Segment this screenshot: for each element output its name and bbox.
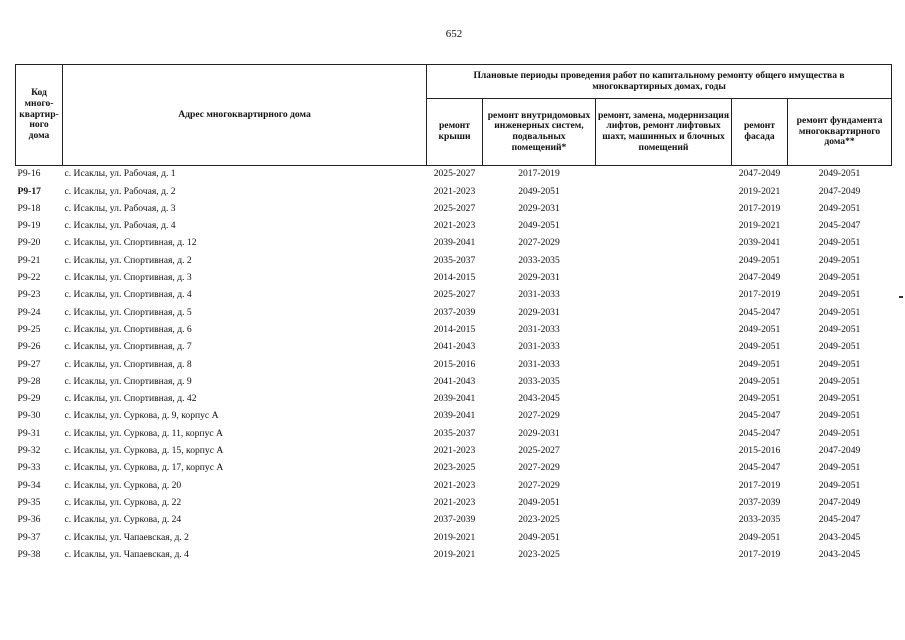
cell-foundation-repair: 2049-2051	[818, 427, 861, 439]
cell-facade-repair: 2049-2051	[738, 358, 781, 370]
cell-engineering-systems-repair: 2029-2031	[518, 427, 560, 439]
table-row	[16, 270, 892, 287]
header-address: Адрес многоквартирного дома	[63, 65, 427, 166]
cell-elevator-repair	[596, 529, 732, 546]
row-code: Р9-37	[17, 531, 41, 543]
cell-roof-repair: 2039-2041	[433, 237, 476, 249]
table-row	[16, 495, 892, 512]
row-address: с. Исаклы, ул. Спортивная, д. 3	[64, 272, 192, 284]
cell-foundation-repair: 2049-2051	[818, 254, 861, 266]
cell-engineering-systems-repair: 2023-2025	[518, 514, 560, 526]
header-code: Код много-квартир-ного дома	[16, 65, 63, 166]
cell-elevator-repair	[596, 166, 732, 184]
cell-roof-repair: 2041-2043	[433, 341, 476, 353]
cell-roof-repair: 2039-2041	[433, 410, 476, 422]
cell-foundation-repair: 2043-2045	[818, 548, 861, 560]
cell-roof-repair: 2021-2023	[433, 220, 476, 232]
row-code: Р9-16	[17, 168, 41, 180]
cell-facade-repair: 2045-2047	[738, 427, 781, 439]
cell-facade-repair: 2033-2035	[738, 514, 781, 526]
cell-foundation-repair: 2045-2047	[818, 220, 861, 232]
table-row	[16, 356, 892, 373]
row-address: с. Исаклы, ул. Суркова, д. 24	[64, 514, 182, 526]
row-code: Р9-24	[17, 306, 41, 318]
table-row	[16, 218, 892, 235]
cell-elevator-repair	[596, 252, 732, 269]
row-code: Р9-32	[17, 445, 41, 457]
cell-foundation-repair: 2049-2051	[818, 323, 861, 335]
row-code: Р9-36	[17, 514, 41, 526]
row-code: Р9-38	[17, 548, 41, 560]
row-address: с. Исаклы, ул. Рабочая, д. 1	[64, 168, 176, 180]
table-row	[16, 166, 892, 184]
cell-roof-repair: 2015-2016	[433, 358, 476, 370]
cell-facade-repair: 2049-2051	[738, 375, 781, 387]
cell-engineering-systems-repair: 2027-2029	[518, 479, 560, 491]
cell-engineering-systems-repair: 2031-2033	[518, 323, 560, 335]
table-row	[16, 339, 892, 356]
cell-engineering-systems-repair: 2027-2029	[518, 237, 560, 249]
cell-facade-repair: 2049-2051	[738, 323, 781, 335]
cell-engineering-systems-repair: 2029-2031	[518, 272, 560, 284]
header-engineering-systems-repair: ремонт внутридомовых инженерных систем, подвальных помещений*	[483, 99, 596, 166]
table-row	[16, 408, 892, 425]
cell-foundation-repair: 2049-2051	[818, 375, 861, 387]
scan-edge-mark	[899, 296, 903, 298]
row-code: Р9-29	[17, 393, 41, 405]
cell-facade-repair: 2049-2051	[738, 531, 781, 543]
cell-engineering-systems-repair: 2031-2033	[518, 341, 560, 353]
row-address: с. Исаклы, ул. Спортивная, д. 6	[64, 323, 192, 335]
cell-engineering-systems-repair: 2017-2019	[518, 168, 560, 180]
table-row	[16, 287, 892, 304]
cell-foundation-repair: 2049-2051	[818, 272, 861, 284]
cell-facade-repair: 2049-2051	[738, 254, 781, 266]
cell-facade-repair: 2019-2021	[738, 220, 781, 232]
cell-elevator-repair	[596, 495, 732, 512]
row-code: Р9-30	[17, 410, 41, 422]
cell-facade-repair: 2037-2039	[738, 496, 781, 508]
cell-roof-repair: 2039-2041	[433, 393, 476, 405]
row-address: с. Исаклы, ул. Спортивная, д. 12	[64, 237, 197, 249]
cell-foundation-repair: 2049-2051	[818, 358, 861, 370]
table-body	[16, 166, 892, 564]
table-row	[16, 304, 892, 321]
row-address: с. Исаклы, ул. Рабочая, д. 4	[64, 220, 176, 232]
cell-engineering-systems-repair: 2049-2051	[518, 496, 560, 508]
cell-elevator-repair	[596, 512, 732, 529]
header-facade-repair: ремонт фасада	[732, 99, 788, 166]
row-code: Р9-22	[17, 272, 41, 284]
cell-foundation-repair: 2047-2049	[818, 496, 861, 508]
row-code: Р9-27	[17, 358, 41, 370]
cell-engineering-systems-repair: 2033-2035	[518, 254, 560, 266]
cell-roof-repair: 2035-2037	[433, 254, 476, 266]
table-header	[16, 65, 892, 166]
row-code: Р9-21	[17, 254, 41, 266]
cell-facade-repair: 2045-2047	[738, 306, 781, 318]
cell-facade-repair: 2039-2041	[738, 237, 781, 249]
row-address: с. Исаклы, ул. Спортивная, д. 2	[64, 254, 192, 266]
table-row	[16, 547, 892, 564]
cell-roof-repair: 2014-2015	[433, 272, 476, 284]
cell-elevator-repair	[596, 425, 732, 442]
cell-engineering-systems-repair: 2029-2031	[518, 306, 560, 318]
row-address: с. Исаклы, ул. Спортивная, д. 8	[64, 358, 192, 370]
cell-engineering-systems-repair: 2031-2033	[518, 289, 560, 301]
cell-facade-repair: 2049-2051	[738, 393, 781, 405]
cell-foundation-repair: 2043-2045	[818, 531, 861, 543]
row-address: с. Исаклы, ул. Суркова, д. 11, корпус А	[64, 427, 223, 439]
row-address: с. Исаклы, ул. Чапаевская, д. 4	[64, 548, 189, 560]
table-row	[16, 374, 892, 391]
cell-engineering-systems-repair: 2031-2033	[518, 358, 560, 370]
row-address: с. Исаклы, ул. Спортивная, д. 42	[64, 393, 197, 405]
cell-facade-repair: 2015-2016	[738, 445, 781, 457]
cell-roof-repair: 2021-2023	[433, 185, 476, 197]
row-code: Р9-34	[17, 479, 41, 491]
table-row	[16, 443, 892, 460]
cell-elevator-repair	[596, 356, 732, 373]
cell-elevator-repair	[596, 339, 732, 356]
row-address: с. Исаклы, ул. Спортивная, д. 9	[64, 375, 192, 387]
cell-roof-repair: 2025-2027	[433, 202, 476, 214]
cell-engineering-systems-repair: 2023-2025	[518, 548, 560, 560]
cell-foundation-repair: 2049-2051	[818, 202, 861, 214]
cell-roof-repair: 2025-2027	[433, 168, 476, 180]
row-address: с. Исаклы, ул. Суркова, д. 20	[64, 479, 182, 491]
row-code: Р9-26	[17, 341, 41, 353]
row-code: Р9-19	[17, 220, 41, 232]
row-address: с. Исаклы, ул. Спортивная, д. 5	[64, 306, 192, 318]
row-code: Р9-28	[17, 375, 41, 387]
table-row	[16, 322, 892, 339]
cell-facade-repair: 2017-2019	[738, 548, 781, 560]
cell-foundation-repair: 2049-2051	[818, 410, 861, 422]
cell-roof-repair: 2021-2023	[433, 445, 476, 457]
table-row	[16, 391, 892, 408]
cell-elevator-repair	[596, 547, 732, 564]
table-row	[16, 460, 892, 477]
cell-engineering-systems-repair: 2033-2035	[518, 375, 560, 387]
header-row-top	[16, 65, 892, 99]
header-periods-group: Плановые периоды проведения работ по капитальному ремонту общего имущества в многоквартирных домах, годы	[427, 65, 892, 99]
table-row	[16, 183, 892, 200]
row-address: с. Исаклы, ул. Суркова, д. 9, корпус А	[64, 410, 219, 422]
row-code: Р9-20	[17, 237, 41, 249]
row-code: Р9-35	[17, 496, 41, 508]
cell-roof-repair: 2019-2021	[433, 531, 476, 543]
header-elevator-repair: ремонт, замена, модернизация лифтов, ремонт лифтовых шахт, машинных и блочных помещений	[596, 99, 732, 166]
cell-roof-repair: 2037-2039	[433, 306, 476, 318]
header-foundation-repair: ремонт фундамента многоквартирного дома**	[788, 99, 892, 166]
table-row	[16, 235, 892, 252]
header-roof-repair: ремонт крыши	[427, 99, 483, 166]
cell-facade-repair: 2019-2021	[738, 185, 781, 197]
cell-roof-repair: 2021-2023	[433, 479, 476, 491]
row-address: с. Исаклы, ул. Спортивная, д. 4	[64, 289, 192, 301]
table-row	[16, 477, 892, 494]
table-row	[16, 201, 892, 218]
row-address: с. Исаклы, ул. Рабочая, д. 3	[64, 202, 176, 214]
cell-elevator-repair	[596, 287, 732, 304]
cell-foundation-repair: 2049-2051	[818, 341, 861, 353]
cell-foundation-repair: 2049-2051	[818, 393, 861, 405]
cell-facade-repair: 2045-2047	[738, 462, 781, 474]
cell-foundation-repair: 2049-2051	[818, 306, 861, 318]
cell-elevator-repair	[596, 477, 732, 494]
cell-elevator-repair	[596, 408, 732, 425]
cell-elevator-repair	[596, 322, 732, 339]
row-code: Р9-25	[17, 323, 41, 335]
cell-engineering-systems-repair: 2029-2031	[518, 202, 560, 214]
cell-elevator-repair	[596, 201, 732, 218]
row-address: с. Исаклы, ул. Суркова, д. 22	[64, 496, 182, 508]
cell-elevator-repair	[596, 443, 732, 460]
cell-facade-repair: 2047-2049	[738, 168, 781, 180]
cell-roof-repair: 2021-2023	[433, 496, 476, 508]
cell-engineering-systems-repair: 2027-2029	[518, 462, 560, 474]
table-row	[16, 512, 892, 529]
cell-facade-repair: 2017-2019	[738, 289, 781, 301]
cell-roof-repair: 2019-2021	[433, 548, 476, 560]
cell-engineering-systems-repair: 2043-2045	[518, 393, 560, 405]
row-address: с. Исаклы, ул. Суркова, д. 17, корпус А	[64, 462, 224, 474]
page-number: 652	[445, 28, 463, 40]
row-address: с. Исаклы, ул. Чапаевская, д. 2	[64, 531, 189, 543]
table-row	[16, 529, 892, 546]
cell-elevator-repair	[596, 374, 732, 391]
cell-elevator-repair	[596, 304, 732, 321]
cell-roof-repair: 2037-2039	[433, 514, 476, 526]
row-address: с. Исаклы, ул. Рабочая, д. 2	[64, 185, 176, 197]
cell-facade-repair: 2017-2019	[738, 479, 781, 491]
cell-roof-repair: 2025-2027	[433, 289, 476, 301]
cell-facade-repair: 2017-2019	[738, 202, 781, 214]
cell-elevator-repair	[596, 235, 732, 252]
cell-foundation-repair: 2049-2051	[818, 289, 861, 301]
cell-engineering-systems-repair: 2049-2051	[518, 531, 560, 543]
row-code: Р9-17	[17, 185, 41, 197]
cell-roof-repair: 2035-2037	[433, 427, 476, 439]
cell-roof-repair: 2014-2015	[433, 323, 476, 335]
cell-facade-repair: 2047-2049	[738, 272, 781, 284]
cell-foundation-repair: 2047-2049	[818, 445, 861, 457]
cell-foundation-repair: 2045-2047	[818, 514, 861, 526]
table-row	[16, 252, 892, 269]
cell-elevator-repair	[596, 270, 732, 287]
table-row	[16, 425, 892, 442]
row-address: с. Исаклы, ул. Спортивная, д. 7	[64, 341, 192, 353]
cell-engineering-systems-repair: 2027-2029	[518, 410, 560, 422]
capital-repair-schedule-table	[15, 64, 892, 564]
cell-foundation-repair: 2049-2051	[818, 168, 861, 180]
row-address: с. Исаклы, ул. Суркова, д. 15, корпус А	[64, 445, 224, 457]
cell-elevator-repair	[596, 183, 732, 200]
cell-engineering-systems-repair: 2025-2027	[518, 445, 560, 457]
cell-roof-repair: 2023-2025	[433, 462, 476, 474]
cell-elevator-repair	[596, 460, 732, 477]
cell-foundation-repair: 2047-2049	[818, 185, 861, 197]
cell-foundation-repair: 2049-2051	[818, 479, 861, 491]
row-code: Р9-33	[17, 462, 41, 474]
cell-engineering-systems-repair: 2049-2051	[518, 220, 560, 232]
cell-engineering-systems-repair: 2049-2051	[518, 185, 560, 197]
cell-elevator-repair	[596, 218, 732, 235]
cell-foundation-repair: 2049-2051	[818, 462, 861, 474]
row-code: Р9-18	[17, 202, 41, 214]
cell-foundation-repair: 2049-2051	[818, 237, 861, 249]
row-code: Р9-23	[17, 289, 41, 301]
cell-facade-repair: 2045-2047	[738, 410, 781, 422]
cell-facade-repair: 2049-2051	[738, 341, 781, 353]
row-code: Р9-31	[17, 427, 41, 439]
cell-roof-repair: 2041-2043	[433, 375, 476, 387]
cell-elevator-repair	[596, 391, 732, 408]
